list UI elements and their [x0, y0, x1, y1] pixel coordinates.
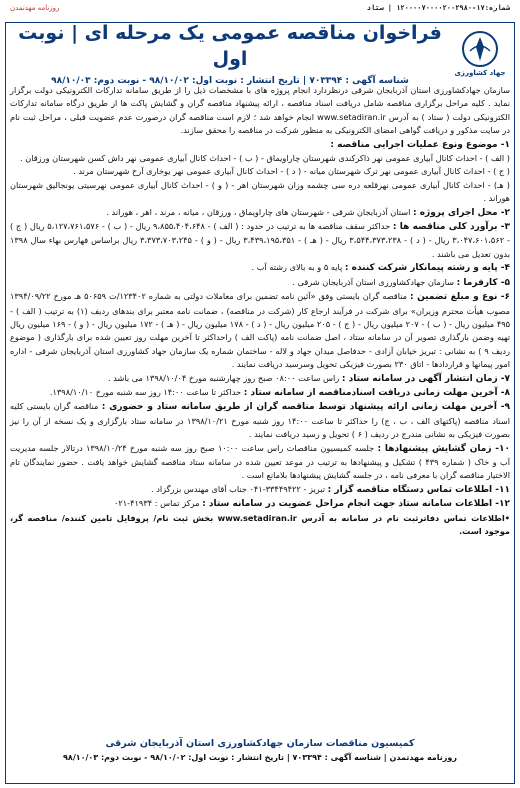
logo-text: جهاد کشاورزی	[454, 69, 506, 77]
section-1-item-a: ( الف ) - احداث کانال آبیاری عمومی نهر ذاکرکندی شهرستان چاراویماق - ( ب ) - احداث کانال آبیاری عمومی نهر داش کسن شهرستان ورزقان .	[20, 153, 510, 164]
section-4-text: پایه ۵ و به بالای رشته آب .	[251, 262, 343, 273]
section-6-text: مناقصه گران بایستی وفق «آئین نامه تضمین برای معاملات دولتی به شماره ۱۲۳۴۰۲/ت ۵۰۶۵۹ هـ مورخ ۱۳۹۴/۰۹/۲۲ مصوب هیأت محترم وزیران» برای شرکت در فرآیند ارجاع کار (شرکت در مناقصه) ، ضمانت نامه معتبر برای بندهای ردیف (۱) به ترتیب ( الف ) - ۴۹۵ میلیون ریال - ( ب ) - ۲۰۷ میلیون ریال - ( ج ) - ۲۰۵ میلیون ریال - ( د ) - ۱۷۸ میلیون ریال - ( هـ ) - ۱۷۲ میلیون ریال - ( و ) - ۱۶۹ میلیون ریال تهیه وضمن بارگذاری تصویر آن در سامانه ستاد ، اصل ضمانت نامه (پاکت الف ) راحداکثر تا آخرین مهلت روز تعیین شده برای بارگذاری ( موضوع ردیف ۹ ) به نشانی : تبریز خیابان آزادی - حدفاصل میدان جهاد و لاله - ساختمان شماره یک سازمان جهاد کشاورزی استان آذربایجان شرقی - اداره امور پیمانها و قراردادها - اتاق ۲۳۰ بصورت فیزیکی تحویل وسرسید دریافت نمایند .	[10, 291, 511, 370]
section-2-title: ۲- محل اجرای پروژه :	[412, 207, 510, 218]
ad-header	[10, 22, 510, 84]
section-12-title: ۱۲- اطلاعات سامانه ستاد جهت انجام مراحل عضویت در سامانه ستاد :	[202, 499, 510, 510]
section-2-text: استان آذربایجان شرقی - شهرستان های چاراویماق ، ورزقان ، میانه ، مرند ، اهر ، هوراند .	[106, 206, 411, 217]
registration-note: •اطلاعات تماس دفاترثبت نام در سامانه به آدرس www.setadiran.ir بخش ثبت نام/ پروفایل تامین کننده/ مناقصه گر، موجود است.	[10, 512, 510, 536]
section-3	[10, 220, 510, 261]
page-title: فراخوان مناقصه عمومی یک مرحله ای | نوبت اول	[18, 22, 442, 70]
section-8-title: ۸- آخرین مهلت زمانی دریافت اسنادمناقصه از سامانه ستاد :	[243, 387, 510, 398]
section-11-title: ۱۱- اطلاعات تماس دستگاه مناقصه گزار :	[327, 484, 510, 495]
section-12	[10, 497, 510, 511]
ad-body	[10, 84, 510, 538]
section-1-title: ۱- موضوع ونوع عملیات اجرایی مناقصه :	[330, 139, 510, 150]
footer-publication-line: روزنامه مهدتمدن | شناسه آگهی : ۷۰۳۳۹۴ | تاریخ انتشار : نوبت اول: ۹۸/۱۰/۰۲ - نوبت دوم: ۹۸/۱۰/۰۳	[63, 753, 457, 762]
jahad-emblem-icon	[460, 29, 500, 69]
section-12-text: مرکز تماس : ۴۱۹۳۴-۰۲۱	[113, 498, 200, 509]
section-7-title: ۷- زمان انتشار آگهی در سامانه ستاد :	[341, 373, 510, 384]
section-11	[10, 483, 510, 497]
section-6-title: ۶- نوع و مبلغ تضمین :	[410, 292, 511, 303]
section-9-text: مناقصه گران بایستی کلیه اسناد مناقصه (پاکتهای الف ، ب ، ج) را حداکثر تا ساعت ۱۴:۰۰ روز شنبه مورخ ۱۳۹۸/۱۰/۲۱ در سامانه ستاد بارگزاری و یک نسخه از آن را نیز بصورت فیزیکی به نشانی مندرج در ردیف ( ۶ ) تحویل و رسید دریافت نمایند .	[10, 401, 511, 440]
section-4	[10, 261, 510, 275]
section-1-item-h: ( هـ) - احداث کانال آبیاری عمومی نهرقلعه دره سی چشمه وزان شهرستان اهر - ( و ) - احداث کانال آبیاری عمومی نهرسیتی یونجالیق شهرستان هوراند .	[10, 179, 510, 204]
section-11-text: تبریز - ۳۳۴۴۹۴۲۲-۰۴۱ جناب آقای مهندس بزرگزاد .	[151, 483, 326, 494]
intro-paragraph: سازمان جهادکشاورزی استان آذربایجان شرقی درنظردارد انجام پروژه های با مشخصات ذیل را از طریق سامانه تدارکات الکترونیکی دولت برگزار نماید . کلیه مراحل برگزاری مناقصه شامل دریافت اسناد مناقصه ، ارائه پیشنهاد مناقصه گران و گشایش پاکت ها از طریق درگاه سامانه تدارکات الکترونیکی دولت ( ستاد ) به آدرس www.setadiran.ir انجام خواهد شد ؛ لازم است مناقصه گران درصورت عدم عضویت قبلی ، مراحل ثبت نام در سایت مذکور و دریافت گواهی امضای الکترونیکی به منظور شرکت در مناقصه را محقق سازند.	[10, 85, 511, 136]
section-3-text: حداکثر سقف مناقصه ها به ترتیب در حدود : ( الف ) - ۹،۸۵۵،۴۰۴،۶۴۸ ریال - ( ب ) - ۵،۱۲۷،۷۶۱،۵۷۶ ریال ( ج ) - ۳،۰۴۷،۶۰۱،۵۶۲ ریال - ( د ) - ۳،۵۴۴،۳۷۳،۲۳۸ ریال - ( هـ ) - ۳،۴۳۹،۱۹۵،۳۵۱ ریال - ( و ) - ۳،۳۷۳،۷۰۳،۲۴۵ ریال براساس فهارس بهاء سال ۱۳۹۸ بدون تعدیل می باشند .	[10, 221, 510, 259]
section-5	[10, 276, 510, 290]
section-7	[10, 372, 510, 386]
section-1	[10, 138, 510, 152]
section-10	[10, 442, 510, 483]
section-2	[10, 206, 510, 220]
section-8	[10, 386, 510, 400]
section-7-text: راس ساعت ۰۸:۰۰ صبح روز چهارشنبه مورخ ۱۳۹۸/۱۰/۰۴ می باشد .	[107, 372, 340, 383]
newspaper-name: روزنامه مهدتمدن	[10, 4, 60, 12]
section-3-title: ۳- برآورد کلی مناقصه ها :	[392, 222, 510, 233]
section-9	[10, 400, 510, 441]
section-10-title: ۱۰- زمان گشایش پیشنهادها :	[377, 443, 511, 454]
section-8-text: حداکثر تا ساعت ۱۴:۰۰ روز سه شنبه مورخ ۱۳۹۸/۱۰/۱۰.	[49, 386, 242, 397]
section-5-title: ۵- کارفرما :	[456, 277, 510, 288]
commission-signature: کمیسیون مناقصات سازمان جهادکشاورزی استان آذربایجان شرقی	[105, 738, 415, 749]
organization-logo	[450, 23, 510, 83]
section-1-item-c: ( ج ) - احداث کانال آبیاری عمومی نهر ترک شهرستان میانه - ( د ) - احداث کانال آبیاری عمومی نهر یوخاری آرخ شهرستان مرند .	[73, 166, 510, 177]
title-area	[10, 20, 450, 86]
section-10-text: جلسه کمیسیون مناقصات راس ساعت ۱۰:۰۰ صبح روز سه شنبه مورخ ۱۳۹۸/۱۰/۲۴ درتالار جلسه مدیریت آب و خاک ( شماره ۴۳۹ ) تشکیل و پیشنهادها به ترتیب در موعد تعیین شده در سامانه ستاد مناقصه گشایش خواهد یافت . حضور نمایندگان تام الاختیار مناقصه گران با معرفی نامه ، در جلسه گشایش پیشنهادها بلامانع است .	[10, 442, 511, 481]
section-9-title: ۹- آخرین مهلت زمانی ارائه پیشنهاد توسط مناقصه گران از طریق سامانه ستاد و حضوری :	[101, 402, 510, 413]
section-4-title: ۴- پایه و رشته پیمانکار شرکت کننده :	[344, 263, 510, 274]
ad-footer	[10, 738, 510, 762]
section-6	[10, 290, 510, 371]
section-5-text: سازمان جهادکشاورزی استان آذربایجان شرقی .	[292, 276, 455, 287]
ad-number: شماره:۱۷-۱۲۰۰۰۰۷۰۰۰۰۲۰۰۲۹۸۰ | ستاد	[366, 4, 510, 12]
ad-id-and-dates: شناسه آگهی : ۷۰۳۳۹۴ | تاریخ انتشار : نوبت اول: ۹۸/۱۰/۰۲ - نوبت دوم: ۹۸/۱۰/۰۳	[51, 76, 409, 86]
